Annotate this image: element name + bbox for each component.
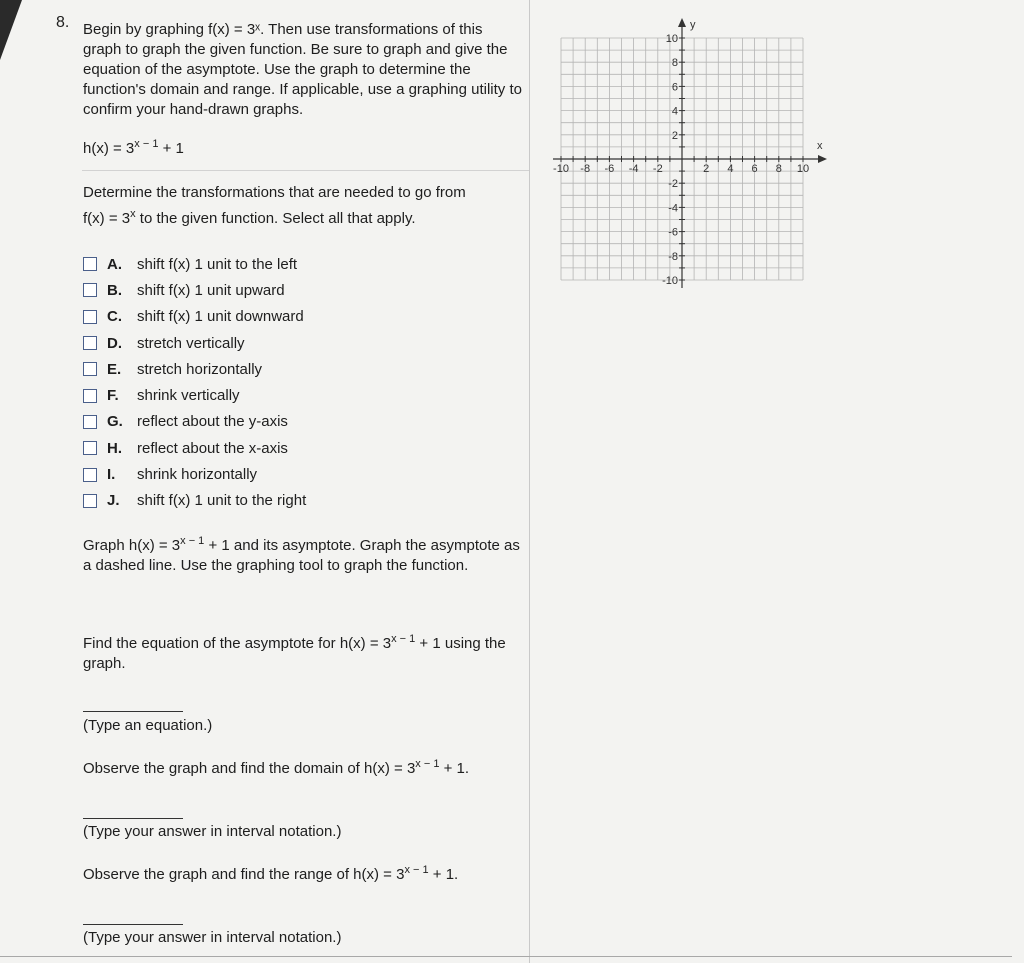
- y-axis-arrow: [678, 18, 686, 27]
- section-separator: [82, 170, 529, 171]
- option-a[interactable]: [83, 251, 306, 277]
- page-corner-shadow: [0, 0, 22, 60]
- option-f[interactable]: [83, 382, 306, 408]
- option-g[interactable]: [83, 409, 306, 435]
- asymptote-question-pre: Find the equation of the asymptote for h(x) = 3: [83, 635, 392, 652]
- y-tick-label: -6: [668, 226, 678, 239]
- option-letter: B.: [107, 281, 122, 299]
- checkbox[interactable]: [83, 415, 97, 429]
- prompt-f-exponent: x: [130, 208, 136, 220]
- x-tick-label: 6: [751, 163, 758, 175]
- prompt-f-rest: to the given function. Select all that apply.: [135, 210, 416, 227]
- problem-number: 8.: [56, 14, 70, 31]
- option-text: reflect about the x-axis: [137, 439, 288, 457]
- option-text: stretch vertically: [137, 334, 245, 352]
- x-tick-label: 2: [703, 163, 710, 175]
- x-axis-label: x: [817, 140, 823, 152]
- graph-instruction: [83, 536, 523, 576]
- y-tick-label: -10: [662, 275, 678, 287]
- transformation-options: [83, 251, 306, 514]
- option-text: reflect about the y-axis: [137, 413, 288, 431]
- checkbox[interactable]: [83, 494, 97, 508]
- x-tick-label: 8: [775, 163, 782, 175]
- y-tick-label: 8: [671, 57, 678, 70]
- option-b[interactable]: [83, 277, 306, 303]
- graph-instruction-pre: Graph h(x) = 3: [83, 537, 181, 554]
- asymptote-question: [83, 634, 523, 674]
- domain-question-pre: Observe the graph and find the domain of h(x) = 3: [83, 760, 416, 777]
- x-tick-label: -2: [652, 163, 663, 175]
- x-tick-label: 4: [727, 163, 734, 175]
- checkbox[interactable]: [83, 310, 97, 324]
- x-tick-label: -10: [553, 163, 569, 175]
- option-letter: A.: [107, 255, 122, 273]
- function-definition: [83, 140, 184, 157]
- option-text: shift f(x) 1 unit upward: [137, 281, 285, 299]
- function-exponent: x − 1: [134, 138, 159, 150]
- range-question-post: + 1.: [428, 866, 459, 883]
- bottom-rule: [0, 956, 1012, 957]
- y-tick-label: 10: [665, 33, 678, 45]
- option-text: shift f(x) 1 unit to the left: [137, 255, 298, 273]
- option-text: shrink horizontally: [137, 466, 258, 484]
- range-hint: (Type your answer in interval notation.): [83, 929, 342, 946]
- option-letter: G.: [107, 413, 123, 431]
- option-letter: C.: [107, 308, 122, 326]
- coordinate-grid[interactable]: [549, 14, 829, 294]
- graph-instruction-post: + 1 and its asymptote. Graph the asymptote as a dashed line. Use the graphing tool to graph the function.: [83, 537, 520, 574]
- transformations-prompt-line1: Determine the transformations that are needed to go from: [83, 184, 466, 201]
- range-answer-blank[interactable]: [83, 924, 183, 925]
- y-axis-label: y: [690, 19, 696, 31]
- checkbox[interactable]: [83, 283, 97, 297]
- option-letter: F.: [107, 387, 119, 405]
- y-tick-label: -8: [668, 250, 678, 263]
- option-i[interactable]: [83, 461, 306, 487]
- checkbox[interactable]: [83, 389, 97, 403]
- function-lhs: h(x) = 3: [83, 140, 135, 157]
- checkbox[interactable]: [83, 336, 97, 350]
- option-letter: J.: [107, 492, 120, 510]
- option-text: shift f(x) 1 unit downward: [137, 308, 304, 326]
- range-question: [83, 866, 458, 883]
- option-e[interactable]: [83, 356, 306, 382]
- problem-intro: Begin by graphing f(x) = 3ˣ. Then use transformations of this graph to graph the given function. Be sure to graph and give the equation of the asymptote. Use the graph to determine the function's domain and range. If applicable, use a graphing utility to confirm your hand-drawn graphs.: [83, 21, 522, 118]
- asymptote-question-exponent: x − 1: [391, 633, 416, 645]
- y-tick-label: -2: [668, 178, 678, 191]
- checkbox[interactable]: [83, 441, 97, 455]
- transformations-prompt-line2: [83, 206, 523, 232]
- y-tick-label: 2: [671, 129, 678, 142]
- domain-question: [83, 760, 469, 777]
- asymptote-answer-blank[interactable]: [83, 711, 183, 712]
- option-text: stretch horizontally: [137, 360, 263, 378]
- y-tick-label: 6: [671, 81, 678, 94]
- domain-hint: (Type your answer in interval notation.): [83, 823, 342, 840]
- domain-answer-blank[interactable]: [83, 818, 183, 819]
- option-letter: D.: [107, 334, 122, 352]
- tick-labels: [553, 33, 809, 287]
- asymptote-hint: (Type an equation.): [83, 717, 213, 734]
- range-question-exponent: x − 1: [404, 864, 429, 876]
- asymptote-question-post: + 1 using the graph.: [83, 635, 506, 672]
- y-tick-label: 4: [671, 105, 678, 118]
- domain-question-exponent: x − 1: [415, 758, 440, 770]
- graph-instruction-exponent: x − 1: [180, 535, 205, 547]
- range-question-pre: Observe the graph and find the range of h(x) = 3: [83, 866, 405, 883]
- domain-question-post: + 1.: [439, 760, 470, 777]
- checkbox[interactable]: [83, 468, 97, 482]
- option-text: shrink vertically: [137, 387, 240, 405]
- y-tick-label: -4: [668, 202, 678, 215]
- x-tick-label: -4: [628, 163, 639, 175]
- prompt-f-lhs: f(x) = 3: [83, 210, 131, 227]
- option-letter: E.: [107, 360, 122, 378]
- option-c[interactable]: [83, 304, 306, 330]
- x-tick-label: 10: [796, 163, 810, 175]
- option-d[interactable]: [83, 330, 306, 356]
- x-tick-label: -6: [604, 163, 615, 175]
- option-letter: H.: [107, 439, 122, 457]
- option-j[interactable]: [83, 488, 306, 514]
- column-divider: [529, 0, 530, 963]
- transformations-prompt: [83, 180, 523, 232]
- axes: [553, 18, 827, 288]
- function-rhs: + 1: [158, 140, 184, 157]
- option-letter: I.: [107, 466, 116, 484]
- x-axis-arrow: [818, 155, 827, 163]
- checkbox[interactable]: [83, 362, 97, 376]
- x-tick-label: -8: [580, 163, 591, 175]
- option-text: shift f(x) 1 unit to the right: [137, 492, 307, 510]
- option-h[interactable]: [83, 435, 306, 461]
- checkbox[interactable]: [83, 257, 97, 271]
